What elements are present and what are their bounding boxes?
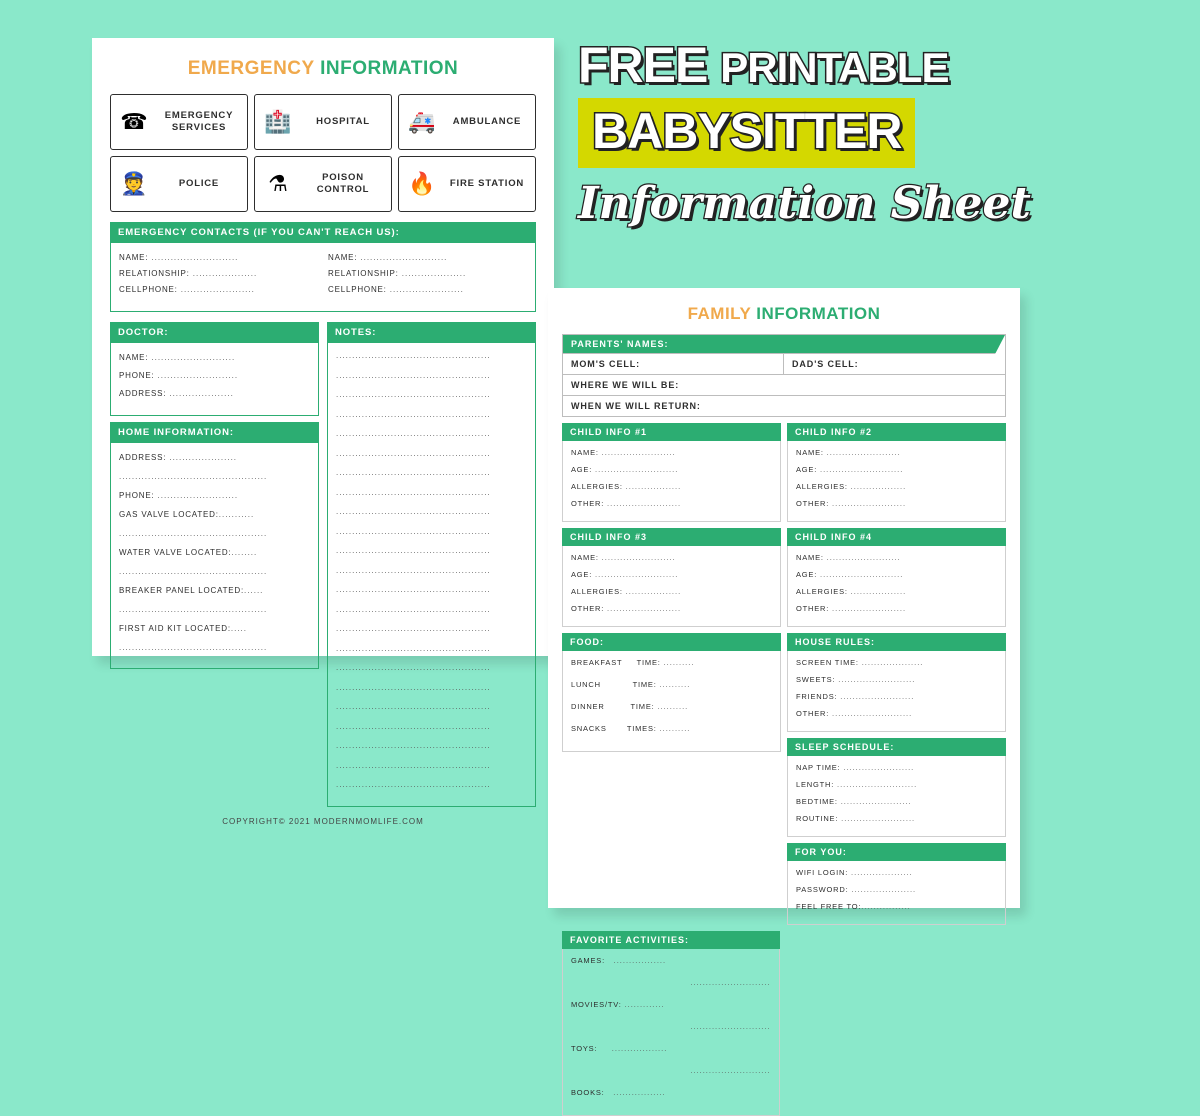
- notes-line[interactable]: ................................................: [336, 409, 491, 419]
- notes-line[interactable]: ................................................: [336, 429, 491, 438]
- emergency-contact-2: [328, 253, 527, 301]
- field-friends[interactable]: FRIENDS: ........................: [796, 692, 915, 701]
- field-movies-tv[interactable]: MOVIES/TV: .............: [571, 1000, 665, 1009]
- field-rules-other[interactable]: OTHER: ..........................: [796, 709, 913, 718]
- notes-line[interactable]: ................................................: [336, 780, 491, 789]
- notes-line[interactable]: ................................................: [336, 741, 491, 750]
- child-info-card-1: [562, 423, 781, 522]
- doctor-header: DOCTOR:: [110, 322, 319, 343]
- contact-box-police: [110, 156, 248, 212]
- notes-line[interactable]: ................................................: [336, 546, 491, 555]
- field-child1-other[interactable]: OTHER: ........................: [571, 499, 682, 508]
- field-feel-free-to[interactable]: FEEL FREE TO:................: [796, 902, 911, 911]
- emergency-contacts-section: [110, 222, 536, 312]
- notes-line[interactable]: ................................................: [336, 760, 491, 770]
- notes-line[interactable]: ................................................: [336, 526, 491, 536]
- doctor-panel: [110, 343, 319, 416]
- field-water-valve[interactable]: WATER VALVE LOCATED:........: [119, 548, 258, 557]
- child-info-1-header: CHILD INFO #1: [562, 423, 781, 441]
- field-books[interactable]: BOOKS: .................: [571, 1088, 666, 1097]
- field-dads-cell[interactable]: DAD'S CELL:: [792, 359, 859, 369]
- field-child2-other[interactable]: OTHER: ........................: [796, 499, 907, 508]
- field-routine[interactable]: ROUTINE: ........................: [796, 814, 916, 823]
- family-information-sheet: [548, 288, 1020, 1097]
- family-sheet-title: [562, 304, 1006, 324]
- promo-line-3: Information Sheet: [578, 178, 1031, 229]
- field-relationship[interactable]: RELATIONSHIP: ....................: [119, 269, 258, 278]
- food-section: [562, 633, 781, 925]
- field-where-we-will-be[interactable]: WHERE WE WILL BE:: [563, 374, 1005, 395]
- contact-box-label: AMBULANCE: [452, 116, 522, 128]
- field-child3-age[interactable]: AGE: ...........................: [571, 570, 679, 579]
- field-child2-allergies[interactable]: ALLERGIES: ..................: [796, 482, 907, 491]
- field-games[interactable]: GAMES: .................: [571, 956, 667, 965]
- field-sweets[interactable]: SWEETS: .........................: [796, 675, 916, 684]
- notes-line[interactable]: ................................................: [336, 643, 491, 653]
- field-child4-age[interactable]: AGE: ...........................: [796, 570, 904, 579]
- field-name[interactable]: NAME: ...........................: [119, 253, 239, 262]
- field-child4-other[interactable]: OTHER: ........................: [796, 604, 907, 613]
- contact-box-label: HOSPITAL: [316, 116, 370, 128]
- promo-block: [578, 37, 1078, 229]
- notes-section: [327, 322, 536, 807]
- favorite-activities-body: [562, 949, 780, 1116]
- field-cellphone[interactable]: CELLPHONE: .......................: [328, 285, 464, 294]
- parents-cell-row: [563, 353, 1005, 374]
- field-home-address-line2[interactable]: ..............................................: [119, 472, 268, 481]
- home-information-section: [110, 422, 319, 669]
- contact-box-ambulance: [398, 94, 536, 150]
- notes-header: NOTES:: [327, 322, 536, 343]
- notes-line[interactable]: ................................................: [336, 390, 491, 399]
- notes-line[interactable]: ................................................: [336, 604, 491, 614]
- child-info-1-body: [562, 441, 781, 522]
- emergency-title-word-1: EMERGENCY: [187, 58, 315, 79]
- copyright-text: COPYRIGHT© 2021 MODERNMOMLIFE.COM: [222, 816, 424, 826]
- child-info-grid-row1: [562, 423, 1006, 522]
- favorite-activities-section: [562, 931, 780, 1116]
- field-child2-age[interactable]: AGE: ...........................: [796, 465, 904, 474]
- family-title-word-2: INFORMATION: [756, 304, 881, 323]
- contact-box-label: FIRE STATION: [449, 178, 525, 190]
- notes-line[interactable]: ................................................: [336, 351, 491, 360]
- sleep-schedule-body: [787, 756, 1006, 837]
- field-length[interactable]: LENGTH: ..........................: [796, 780, 918, 789]
- fire-flame-icon: 🔥: [408, 171, 436, 196]
- field-dinner[interactable]: DINNER TIME: ..........: [571, 702, 689, 711]
- field-child4-name[interactable]: NAME: ........................: [796, 553, 901, 562]
- field-home-address[interactable]: ADDRESS: .....................: [119, 453, 238, 462]
- notes-line[interactable]: ................................................: [336, 682, 491, 692]
- field-name[interactable]: NAME: ...........................: [328, 253, 448, 262]
- house-rules-body: [787, 651, 1006, 732]
- for-you-body: [787, 861, 1006, 925]
- contact-box-fire-station: [398, 156, 536, 212]
- doctor-section: [110, 322, 319, 416]
- field-doctor-address[interactable]: ADDRESS: ....................: [119, 389, 234, 398]
- notes-line[interactable]: ................................................: [336, 507, 491, 516]
- field-nap-time[interactable]: NAP TIME: .......................: [796, 763, 915, 772]
- food-header: FOOD:: [562, 633, 781, 651]
- emergency-title-word-2: INFORMATION: [320, 58, 459, 79]
- field-breakfast[interactable]: BREAKFAST TIME: ..........: [571, 658, 695, 667]
- contact-box-label: POLICE: [178, 178, 220, 190]
- notes-line[interactable]: ................................................: [336, 565, 491, 575]
- notes-line[interactable]: ................................................: [336, 624, 491, 633]
- emergency-sheet-title: [110, 58, 536, 80]
- promo-line-2: BABYSITTER: [592, 103, 902, 159]
- field-password[interactable]: PASSWORD: .....................: [796, 885, 917, 894]
- notes-line[interactable]: ................................................: [336, 702, 491, 711]
- field-child2-name[interactable]: NAME: ........................: [796, 448, 901, 457]
- sleep-schedule-header: SLEEP SCHEDULE:: [787, 738, 1006, 756]
- food-and-rules-grid: [562, 633, 1006, 925]
- emergency-contact-1: [119, 253, 318, 301]
- child-info-2-header: CHILD INFO #2: [787, 423, 1006, 441]
- field-moms-cell[interactable]: MOM'S CELL:: [563, 354, 784, 374]
- field-cellphone[interactable]: CELLPHONE: .......................: [119, 285, 255, 294]
- home-information-header: HOME INFORMATION:: [110, 422, 319, 443]
- food-body: [562, 651, 781, 752]
- parents-names-header: PARENTS' NAMES:: [563, 335, 1005, 353]
- field-breaker-panel[interactable]: BREAKER PANEL LOCATED:......: [119, 586, 264, 595]
- emergency-contact-box-grid: [110, 94, 536, 212]
- field-when-we-will-return[interactable]: WHEN WE WILL RETURN:: [563, 395, 1005, 416]
- notes-line[interactable]: ................................................: [336, 663, 491, 672]
- child-info-3-header: CHILD INFO #3: [562, 528, 781, 546]
- hospital-icon: 🏥: [264, 109, 292, 134]
- field-first-aid-kit[interactable]: FIRST AID KIT LOCATED:.....: [119, 624, 247, 633]
- field-doctor-phone[interactable]: PHONE: .........................: [119, 371, 239, 380]
- child-info-2-body: [787, 441, 1006, 522]
- field-child1-age[interactable]: AGE: ...........................: [571, 465, 679, 474]
- child-info-card-2: [787, 423, 1006, 522]
- field-toys[interactable]: TOYS: ..................: [571, 1044, 668, 1053]
- field-lunch[interactable]: LUNCH TIME: ..........: [571, 680, 691, 689]
- field-relationship[interactable]: RELATIONSHIP: ....................: [328, 269, 467, 278]
- home-information-panel: [110, 443, 319, 669]
- notes-line[interactable]: ................................................: [336, 448, 491, 458]
- field-water-valve-line2[interactable]: ..............................................: [119, 567, 268, 576]
- promo-free-word: FREE: [578, 37, 708, 93]
- emergency-services-phone-icon: ☎: [120, 109, 148, 134]
- child-info-grid-row2: [562, 528, 1006, 627]
- field-child3-other[interactable]: OTHER: ........................: [571, 604, 682, 613]
- field-screen-time[interactable]: SCREEN TIME: ....................: [796, 658, 924, 667]
- child-info-4-header: CHILD INFO #4: [787, 528, 1006, 546]
- contact-box-label: EMERGENCY SERVICES: [164, 110, 234, 133]
- notes-line[interactable]: ................................................: [336, 585, 491, 594]
- promo-highlight-band: [578, 98, 915, 168]
- notes-line[interactable]: ................................................: [336, 721, 491, 731]
- field-bedtime[interactable]: BEDTIME: .......................: [796, 797, 912, 806]
- house-rules-and-sleep: [787, 633, 1006, 925]
- contact-box-hospital: [254, 94, 392, 150]
- poison-bottle-icon: ⚗: [268, 171, 288, 196]
- field-doctor-name[interactable]: NAME: ..........................: [119, 353, 236, 362]
- field-toys-line2[interactable]: ..........................: [690, 1066, 771, 1075]
- field-child3-allergies[interactable]: ALLERGIES: ..................: [571, 587, 682, 596]
- for-you-header: FOR YOU:: [787, 843, 1006, 861]
- child-info-card-4: [787, 528, 1006, 627]
- notes-line[interactable]: ................................................: [336, 468, 491, 477]
- field-games-line2[interactable]: ..........................: [690, 978, 771, 987]
- field-gas-valve[interactable]: GAS VALVE LOCATED:...........: [119, 510, 255, 519]
- house-rules-header: HOUSE RULES:: [787, 633, 1006, 651]
- contact-box-label: POISON CONTROL: [316, 172, 370, 195]
- contact-box-emergency-services: [110, 94, 248, 150]
- field-wifi-login[interactable]: WIFI LOGIN: ....................: [796, 868, 913, 877]
- field-first-aid-kit-line2[interactable]: ..............................................: [119, 643, 268, 652]
- notes-panel[interactable]: [327, 343, 536, 807]
- parents-info-table: [562, 334, 1006, 417]
- field-snacks[interactable]: SNACKS TIMES: ..........: [571, 724, 691, 733]
- field-home-phone[interactable]: PHONE: .........................: [119, 491, 239, 500]
- emergency-contacts-panel: [110, 243, 536, 312]
- contact-box-poison-control: [254, 156, 392, 212]
- notes-line[interactable]: ................................................: [336, 487, 491, 497]
- field-child3-name[interactable]: NAME: ........................: [571, 553, 676, 562]
- child-info-card-3: [562, 528, 781, 627]
- favorite-activities-header: FAVORITE ACTIVITIES:: [562, 931, 780, 949]
- field-child1-allergies[interactable]: ALLERGIES: ..................: [571, 482, 682, 491]
- promo-line-1: [578, 37, 1078, 93]
- police-officer-icon: 👮: [120, 171, 148, 196]
- field-child1-name[interactable]: NAME: ........................: [571, 448, 676, 457]
- child-info-3-body: [562, 546, 781, 627]
- emergency-contacts-header: EMERGENCY CONTACTS (IF YOU CAN'T REACH US):: [110, 222, 536, 243]
- emergency-information-sheet: [92, 38, 554, 826]
- field-breaker-panel-line2[interactable]: ..............................................: [119, 605, 268, 614]
- promo-printable-word: PRINTABLE: [720, 44, 949, 91]
- field-movies-line2[interactable]: ..........................: [690, 1022, 771, 1031]
- notes-line[interactable]: ................................................: [336, 370, 491, 380]
- field-gas-valve-line2[interactable]: ..............................................: [119, 529, 268, 538]
- child-info-4-body: [787, 546, 1006, 627]
- field-child4-allergies[interactable]: ALLERGIES: ..................: [796, 587, 907, 596]
- family-title-word-1: FAMILY: [687, 304, 752, 323]
- ambulance-icon: 🚑: [408, 109, 436, 134]
